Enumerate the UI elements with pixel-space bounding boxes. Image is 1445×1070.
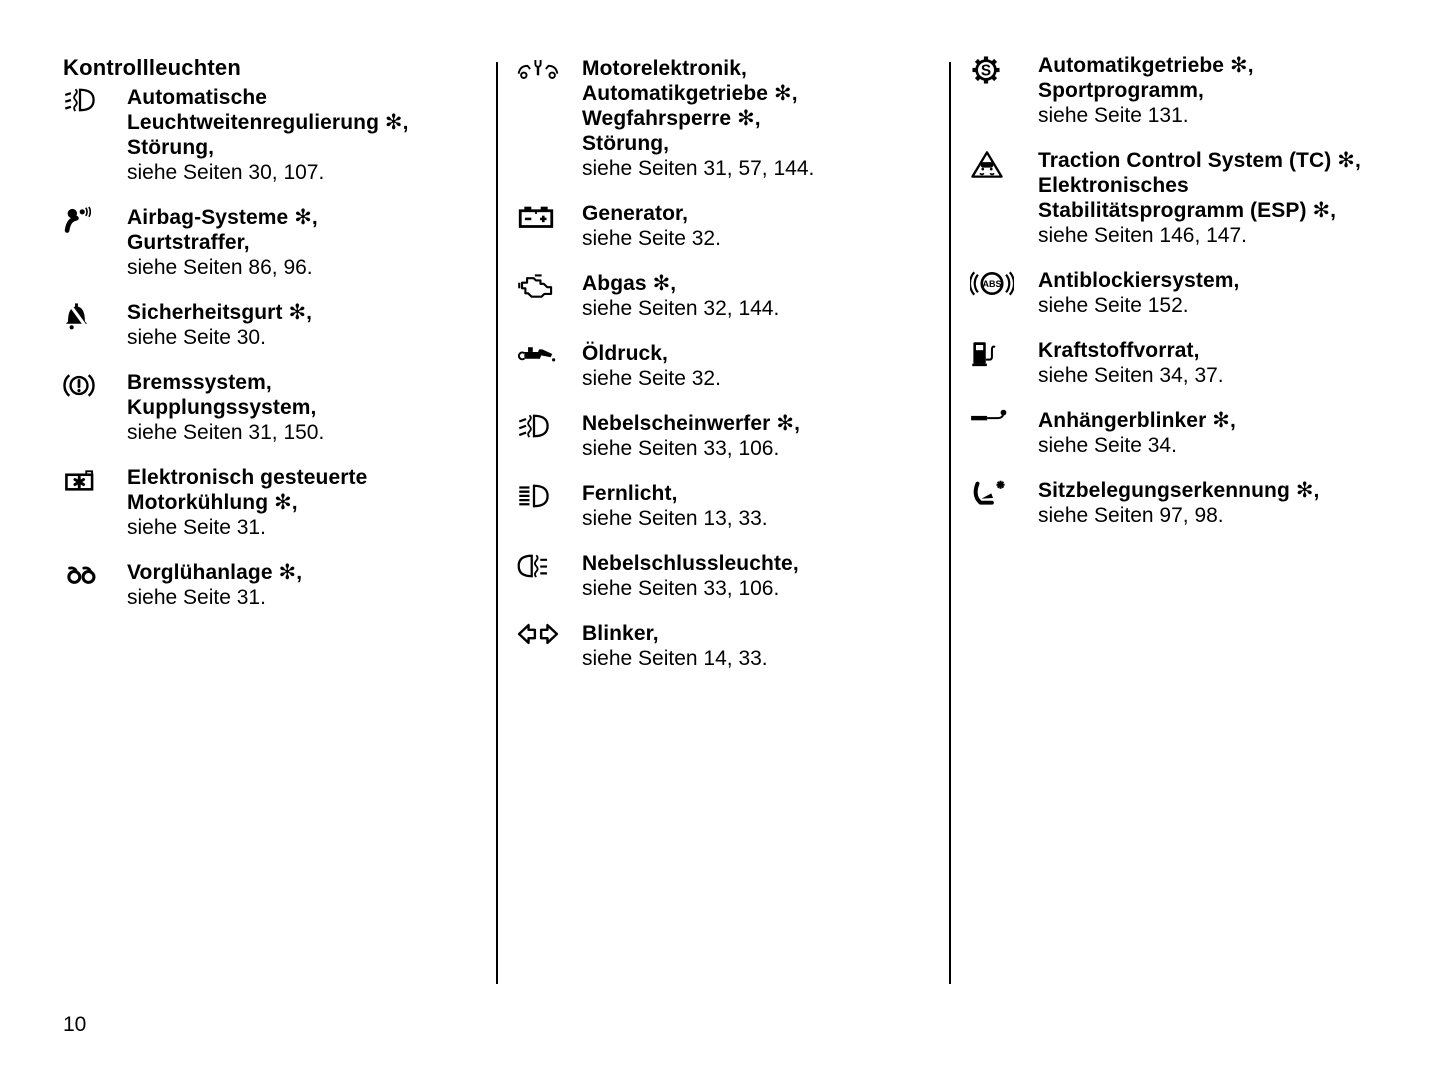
item-text xyxy=(1038,148,1420,248)
item-text xyxy=(127,205,483,280)
svg-text:S: S xyxy=(980,62,992,80)
item-note: siehe Seiten 34, 37. xyxy=(1038,364,1224,387)
item-title: Airbag-Systeme ✻, xyxy=(127,206,318,229)
item-title: Störung, xyxy=(582,132,670,155)
item-text xyxy=(582,56,937,181)
item-blinker xyxy=(517,621,937,671)
item-text xyxy=(582,411,937,461)
item-title: Generator, xyxy=(582,202,689,225)
column-2 xyxy=(517,56,937,691)
item-note: siehe Seite 131. xyxy=(1038,104,1189,127)
item-motorkuehlung xyxy=(63,465,483,540)
item-title: Gurtstraffer, xyxy=(127,231,250,254)
item-note: siehe Seiten 146, 147. xyxy=(1038,224,1247,247)
item-title: Störung, xyxy=(127,136,215,159)
column-divider xyxy=(949,62,951,984)
automatic-sport-program-icon xyxy=(970,53,1038,128)
item-title: Sitzbelegungserkennung ✻, xyxy=(1038,479,1320,502)
front-fog-light-icon xyxy=(517,411,582,461)
item-text xyxy=(582,341,937,391)
airbag-icon xyxy=(63,205,127,280)
item-note: siehe Seite 32. xyxy=(582,367,721,390)
item-sitzbelegungserkennung xyxy=(970,478,1420,528)
item-note: siehe Seiten 14, 33. xyxy=(582,647,768,670)
battery-generator-icon xyxy=(517,201,582,251)
item-anhaengerblinker xyxy=(970,408,1420,458)
item-automatikgetriebe-sport xyxy=(970,53,1420,128)
item-text xyxy=(1038,53,1420,128)
item-title: Leuchtweitenregulierung ✻, xyxy=(127,111,409,134)
item-motorelektronik xyxy=(517,56,937,181)
item-text xyxy=(582,201,937,251)
engine-cooling-icon xyxy=(63,465,127,540)
item-note: siehe Seiten 31, 57, 144. xyxy=(582,157,815,180)
item-text xyxy=(1038,478,1420,528)
item-vorgluehanlage xyxy=(63,560,483,610)
item-text xyxy=(127,370,483,445)
turn-signal-icon xyxy=(517,621,582,671)
item-title: Abgas ✻, xyxy=(582,272,677,295)
item-leuchtweitenregulierung xyxy=(63,85,483,185)
item-note: siehe Seite 152. xyxy=(1038,294,1189,317)
item-bremssystem xyxy=(63,370,483,445)
trailer-turn-signal-icon xyxy=(970,408,1038,458)
item-title: Automatikgetriebe ✻, xyxy=(1038,54,1254,77)
item-title: Stabilitätsprogramm (ESP) ✻, xyxy=(1038,199,1337,222)
page-number: 10 xyxy=(63,1013,87,1036)
item-title: Antiblockiersystem, xyxy=(1038,269,1240,292)
item-text xyxy=(127,300,483,350)
page-title: Kontrollleuchten xyxy=(63,55,241,80)
item-title: Blinker, xyxy=(582,622,659,645)
item-airbag xyxy=(63,205,483,280)
column-3 xyxy=(970,53,1420,548)
item-title: Kupplungssystem, xyxy=(127,396,317,419)
seatbelt-reminder-icon xyxy=(63,300,127,350)
item-title: Nebelschlussleuchte, xyxy=(582,552,799,575)
item-note: siehe Seiten 32, 144. xyxy=(582,297,780,320)
item-note: siehe Seiten 97, 98. xyxy=(1038,504,1224,527)
item-nebelschlussleuchte xyxy=(517,551,937,601)
item-text xyxy=(1038,268,1420,318)
item-oeldruck xyxy=(517,341,937,391)
item-note: siehe Seiten 31, 150. xyxy=(127,421,325,444)
seat-occupancy-icon xyxy=(970,478,1038,528)
item-abgas xyxy=(517,271,937,321)
item-text xyxy=(582,621,937,671)
item-text xyxy=(582,271,937,321)
item-note: siehe Seite 32. xyxy=(582,227,721,250)
item-text xyxy=(1038,338,1420,388)
glow-plug-icon xyxy=(63,560,127,610)
item-text xyxy=(1038,408,1420,458)
oil-pressure-icon xyxy=(517,341,582,391)
rear-fog-light-icon xyxy=(517,551,582,601)
item-title: Nebelscheinwerfer ✻, xyxy=(582,412,801,435)
item-title: Öldruck, xyxy=(582,342,668,365)
column-1 xyxy=(63,55,483,630)
item-title: Kraftstoffvorrat, xyxy=(1038,339,1200,362)
item-title: Anhängerblinker ✻, xyxy=(1038,409,1236,432)
item-note: siehe Seiten 33, 106. xyxy=(582,577,780,600)
brake-system-icon xyxy=(63,370,127,445)
exhaust-engine-icon xyxy=(517,271,582,321)
item-title: Elektronisch gesteuerte xyxy=(127,466,368,489)
item-note: siehe Seite 31. xyxy=(127,586,266,609)
auto-headlight-leveling-icon xyxy=(63,85,127,185)
item-text xyxy=(127,85,483,185)
item-title: Motorkühlung ✻, xyxy=(127,491,298,514)
item-fernlicht xyxy=(517,481,937,531)
svg-text:ABS: ABS xyxy=(982,278,1002,289)
item-text xyxy=(582,551,937,601)
item-title: Sicherheitsgurt ✻, xyxy=(127,301,313,324)
item-note: siehe Seite 34. xyxy=(1038,434,1177,457)
item-title: Bremssystem, xyxy=(127,371,272,394)
high-beam-icon xyxy=(517,481,582,531)
item-title: Automatikgetriebe ✻, xyxy=(582,82,798,105)
item-title: Motorelektronik, xyxy=(582,57,747,80)
column-divider xyxy=(496,62,498,984)
abs-icon xyxy=(970,268,1038,318)
item-note: siehe Seiten 13, 33. xyxy=(582,507,768,530)
item-text xyxy=(127,560,483,610)
item-sicherheitsgurt xyxy=(63,300,483,350)
item-title: Automatische xyxy=(127,86,268,109)
engine-electronics-icon xyxy=(517,56,582,181)
fuel-level-icon xyxy=(970,338,1038,388)
item-title: Vorglühanlage ✻, xyxy=(127,561,303,584)
item-nebelscheinwerfer xyxy=(517,411,937,461)
item-text xyxy=(582,481,937,531)
item-kraftstoffvorrat xyxy=(970,338,1420,388)
item-tc-esp xyxy=(970,148,1420,248)
item-note: siehe Seite 31. xyxy=(127,516,266,539)
item-title: Fernlicht, xyxy=(582,482,678,505)
item-title: Traction Control System (TC) ✻, xyxy=(1038,149,1361,172)
item-abs xyxy=(970,268,1420,318)
item-text xyxy=(127,465,483,540)
item-title: Elektronisches xyxy=(1038,174,1189,197)
item-note: siehe Seiten 86, 96. xyxy=(127,256,313,279)
item-generator xyxy=(517,201,937,251)
item-note: siehe Seiten 33, 106. xyxy=(582,437,780,460)
traction-control-icon xyxy=(970,148,1038,248)
item-note: siehe Seite 30. xyxy=(127,326,266,349)
item-title: Sportprogramm, xyxy=(1038,79,1204,102)
item-title: Wegfahrsperre ✻, xyxy=(582,107,761,130)
item-note: siehe Seiten 30, 107. xyxy=(127,161,325,184)
